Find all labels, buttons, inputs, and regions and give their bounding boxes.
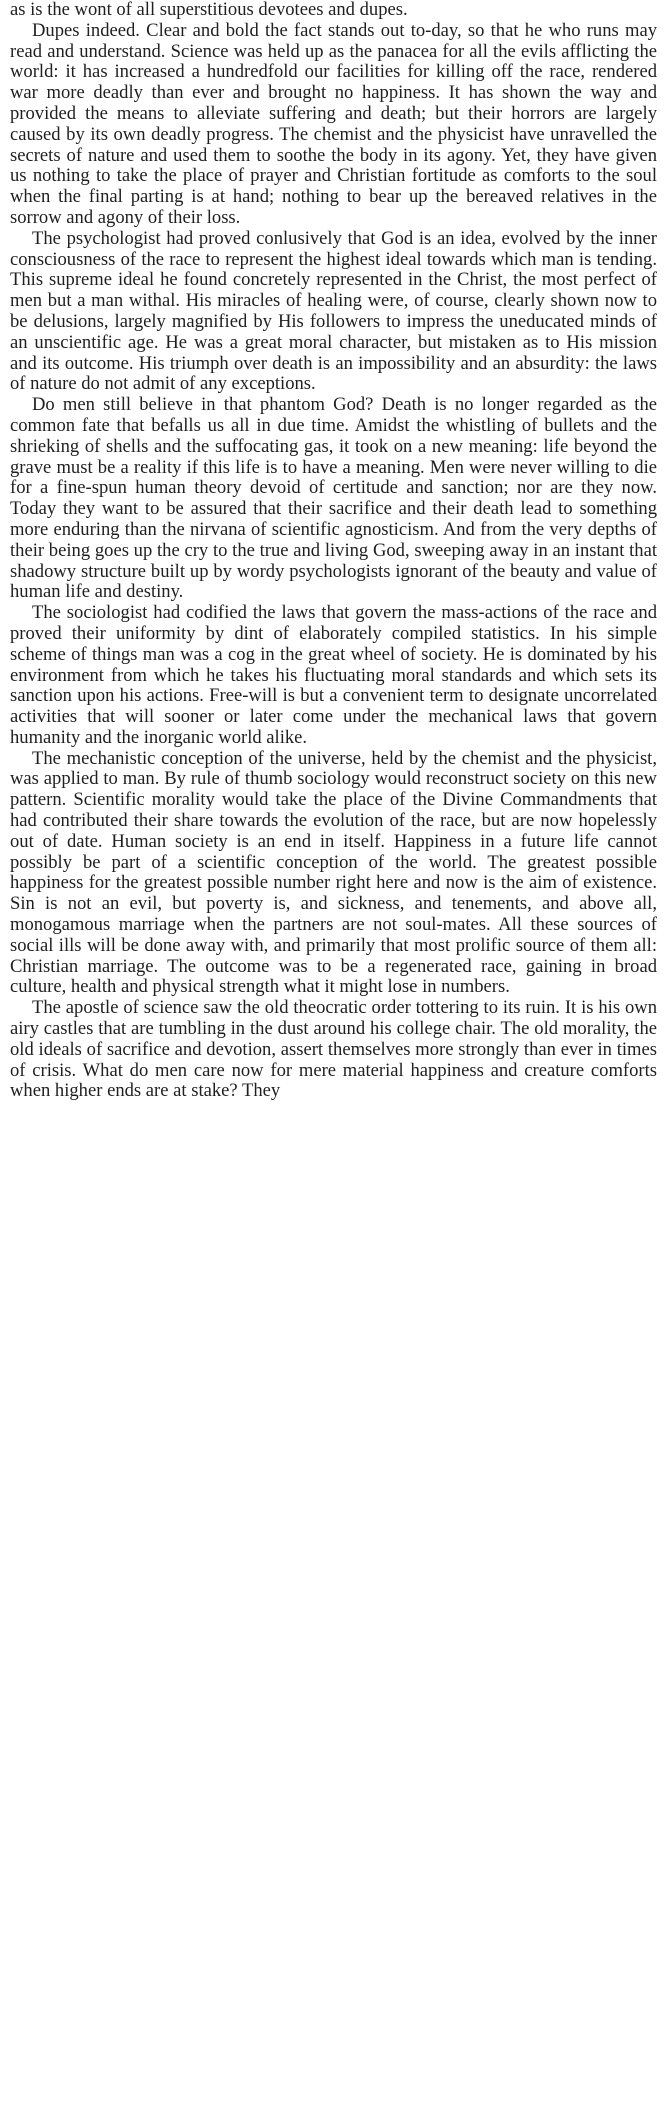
paragraph-apostle-of-science: The apostle of science saw the old theocratic order tottering to its ruin. It is his own airy castles that are tumbling in the dust around his college chair. The old morality, the old ideals of sacrifice and devotion, assert themselves more strongly than ever in times of crisis. What do men care now for mere material happiness and creature comforts when higher ends are at stake? They (10, 997, 657, 1102)
article-column (10, 0, 657, 1102)
paragraph-mechanistic-conception: The mechanistic conception of the universe, held by the chemist and the physicist, was applied to man. By rule of thumb sociology would reconstruct society on this new pattern. Scientific morality would take the place of the Divine Commandments that had contributed their share towards the evolution of the race, but are now hopelessly out of date. Human society is an end in itself. Happiness in a future life cannot possibly be part of a scientific conception of the world. The greatest possible happiness for the greatest possible number right here and now is the aim of existence. Sin is not an evil, but poverty is, and sickness, and tenements, and above all, monogamous marriage when the partners are not soul-mates. All these sources of social ills will be done away with, and primarily that most prolific source of them all: Christian marriage. The outcome was to be a regenerated race, gaining in broad culture, health and physical strength what it might lose in numbers. (10, 747, 657, 998)
paragraph-phantom-god: Do men still believe in that phantom God? Death is no longer regarded as the common fate that befalls us all in due time. Amidst the whistling of bullets and the shrieking of shells and the suffocating gas, it took on a new meaning: life beyond the grave must be a reality if this life is to have a meaning. Men were never willing to die for a fine-spun human theory devoid of certitude and sanction; nor are they now. Today they want to be assured that their sacrifice and their death lead to something more enduring than the nirvana of scientific agnosticism. And from the very depths of their being goes up the cry to the true and living God, sweeping away in an instant that shadowy structure built up by wordy psychologists ignorant of the beauty and value of human life and destiny. (10, 394, 657, 603)
paragraph-dupes-indeed: Dupes indeed. Clear and bold the fact stands out to-day, so that he who runs may read and understand. Science was held up as the panacea for all the evils afflicting the world: it has increased a hundredfold our facilities for killing off the race, rendered war more deadly than ever and brought no happiness. It has shown the way and provided the means to alleviate suffering and death; but their horrors are largely caused by its own deadly progress. The chemist and the physicist have unravelled the secrets of nature and used them to soothe the body in its agony. Yet, they have given us nothing to take the place of prayer and Christian fortitude as comforts to the soul when the final parting is at hand; nothing to bear up the bereaved relatives in the sorrow and agony of their loss. (10, 19, 657, 228)
paragraph-psychologist: The psychologist had proved conlusively that God is an idea, evolved by the inner consciousness of the race to represent the highest ideal towards which man is tending. This supreme ideal he found concretely represented in the Christ, the most perfect of men but a man withal. His miracles of healing were, of course, clearly shown now to be delusions, largely magnified by His followers to impress the uneducated minds of an unscientific age. He was a great moral character, but mistaken as to His mission and its outcome. His triumph over death is an impossibility and an absurdity: the laws of nature do not admit of any exceptions. (10, 227, 657, 395)
paragraph-continuation: as is the wont of all superstitious devotees and dupes. (10, 0, 408, 20)
paragraph-sociologist: The sociologist had codified the laws that govern the mass-actions of the race and proved their uniformity by dint of elaborately compiled statistics. In his simple scheme of things man was a cog in the great wheel of society. He is dominated by his environment from which he takes his fluctuating moral standards and which sets its sanction upon his actions. Free-will is but a convenient term to designate uncorrelated activities that will sooner or later come under the mechanical laws that govern humanity and the inorganic world alike. (10, 602, 657, 748)
